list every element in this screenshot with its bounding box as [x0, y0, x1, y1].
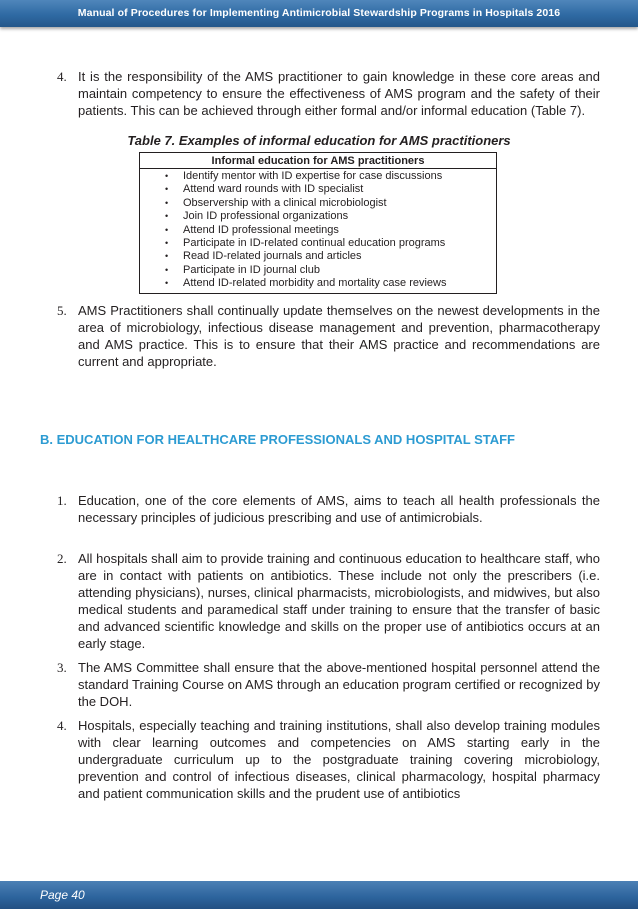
- paragraph-text: AMS Practitioners shall continually update themselves on the newest developments in the area of microbiology, infectious disease management and prevention, pharmacotherapy and AMS practice. This is to ensure that their AMS practice and recommendations are current and appropriate.: [78, 303, 600, 369]
- bullet-icon: •: [165, 264, 169, 275]
- paragraph-top-5: [57, 302, 600, 370]
- table-list: [140, 170, 496, 291]
- list-item: • Attend ID professional meetings: [165, 223, 339, 236]
- informal-education-table: [139, 152, 497, 294]
- bullet-icon: •: [165, 278, 169, 289]
- paragraph-text: Hospitals, especially teaching and training institutions, shall also develop training modules with clear learning outcomes and competencies on AMS starting early in the undergraduate curriculum up to the postgraduate training covering microbiology, prevention and control of infectious diseases, clinical pharmacology, hospital pharmacy and patient communication skills and the prudent use of antibiotics: [78, 718, 600, 801]
- paragraph-text: The AMS Committee shall ensure that the above-mentioned hospital personnel attend the standard Training Course on AMS through an education program certified or recognized by the DOH.: [78, 660, 600, 709]
- list-number: 3.: [57, 660, 67, 675]
- list-item: • Identify mentor with ID expertise for case discussions: [165, 170, 443, 182]
- section-b-item-2: [57, 550, 600, 652]
- list-item: • Observership with a clinical microbiologist: [165, 196, 387, 209]
- page-number: Page 40: [40, 888, 85, 902]
- list-item: • Read ID-related journals and articles: [165, 250, 362, 263]
- bullet-icon: •: [165, 197, 169, 208]
- section-b-item-3: [57, 659, 600, 710]
- list-number: 4.: [57, 69, 67, 84]
- bullet-icon: •: [165, 184, 169, 195]
- section-heading: B. EDUCATION FOR HEALTHCARE PROFESSIONALS AND HOSPITAL STAFF: [40, 432, 515, 447]
- footer-bar: [0, 881, 638, 909]
- paragraph-text: All hospitals shall aim to provide training and continuous education to healthcare staff, who are in contact with patients on antibiotics. These include not only the prescribers (i.e. attending physicians), nurses, clinical pharmacists, microbiologists, and midwives, but also medical students and paramedical staff under training to ensure that the transfer of basic and advanced scientific knowledge and skills on the proper use of antibiotics occurs at an early stage.: [78, 551, 600, 651]
- table-caption: Table 7. Examples of informal education for AMS practitioners: [127, 133, 511, 148]
- bullet-icon: •: [165, 171, 169, 181]
- paragraph-text: Education, one of the core elements of AMS, aims to teach all health professionals the necessary principles of judicious prescribing and use of antimicrobials.: [78, 493, 600, 525]
- list-item: • Attend ID-related morbidity and mortality case reviews: [165, 277, 447, 290]
- list-number: 2.: [57, 551, 67, 566]
- bullet-icon: •: [165, 251, 169, 262]
- header-bar: [0, 0, 638, 27]
- paragraph-text: It is the responsibility of the AMS practitioner to gain knowledge in these core areas and maintain competency to ensure the effectiveness of AMS program and the safety of their patients. This can be achieved through either formal and/or informal education (Table 7).: [78, 69, 600, 118]
- list-item: • Join ID professional organizations: [165, 210, 349, 223]
- bullet-icon: •: [165, 237, 169, 248]
- list-item: • Participate in ID-related continual education programs: [165, 236, 446, 249]
- bullet-icon: •: [165, 211, 169, 222]
- list-number: 4.: [57, 718, 67, 733]
- table-header: Informal education for AMS practitioners: [140, 153, 497, 169]
- list-number: 1.: [57, 493, 67, 508]
- header-title: Manual of Procedures for Implementing Antimicrobial Stewardship Programs in Hospitals 2016: [77, 7, 561, 19]
- paragraph-top-4: [57, 68, 600, 119]
- list-number: 5.: [57, 303, 67, 318]
- section-b-item-4: [57, 717, 600, 802]
- bullet-icon: •: [165, 224, 169, 235]
- list-item: • Attend ward rounds with ID specialist: [165, 183, 364, 196]
- section-b-item-1: [57, 492, 600, 526]
- list-item: • Participate in ID journal club: [165, 263, 320, 276]
